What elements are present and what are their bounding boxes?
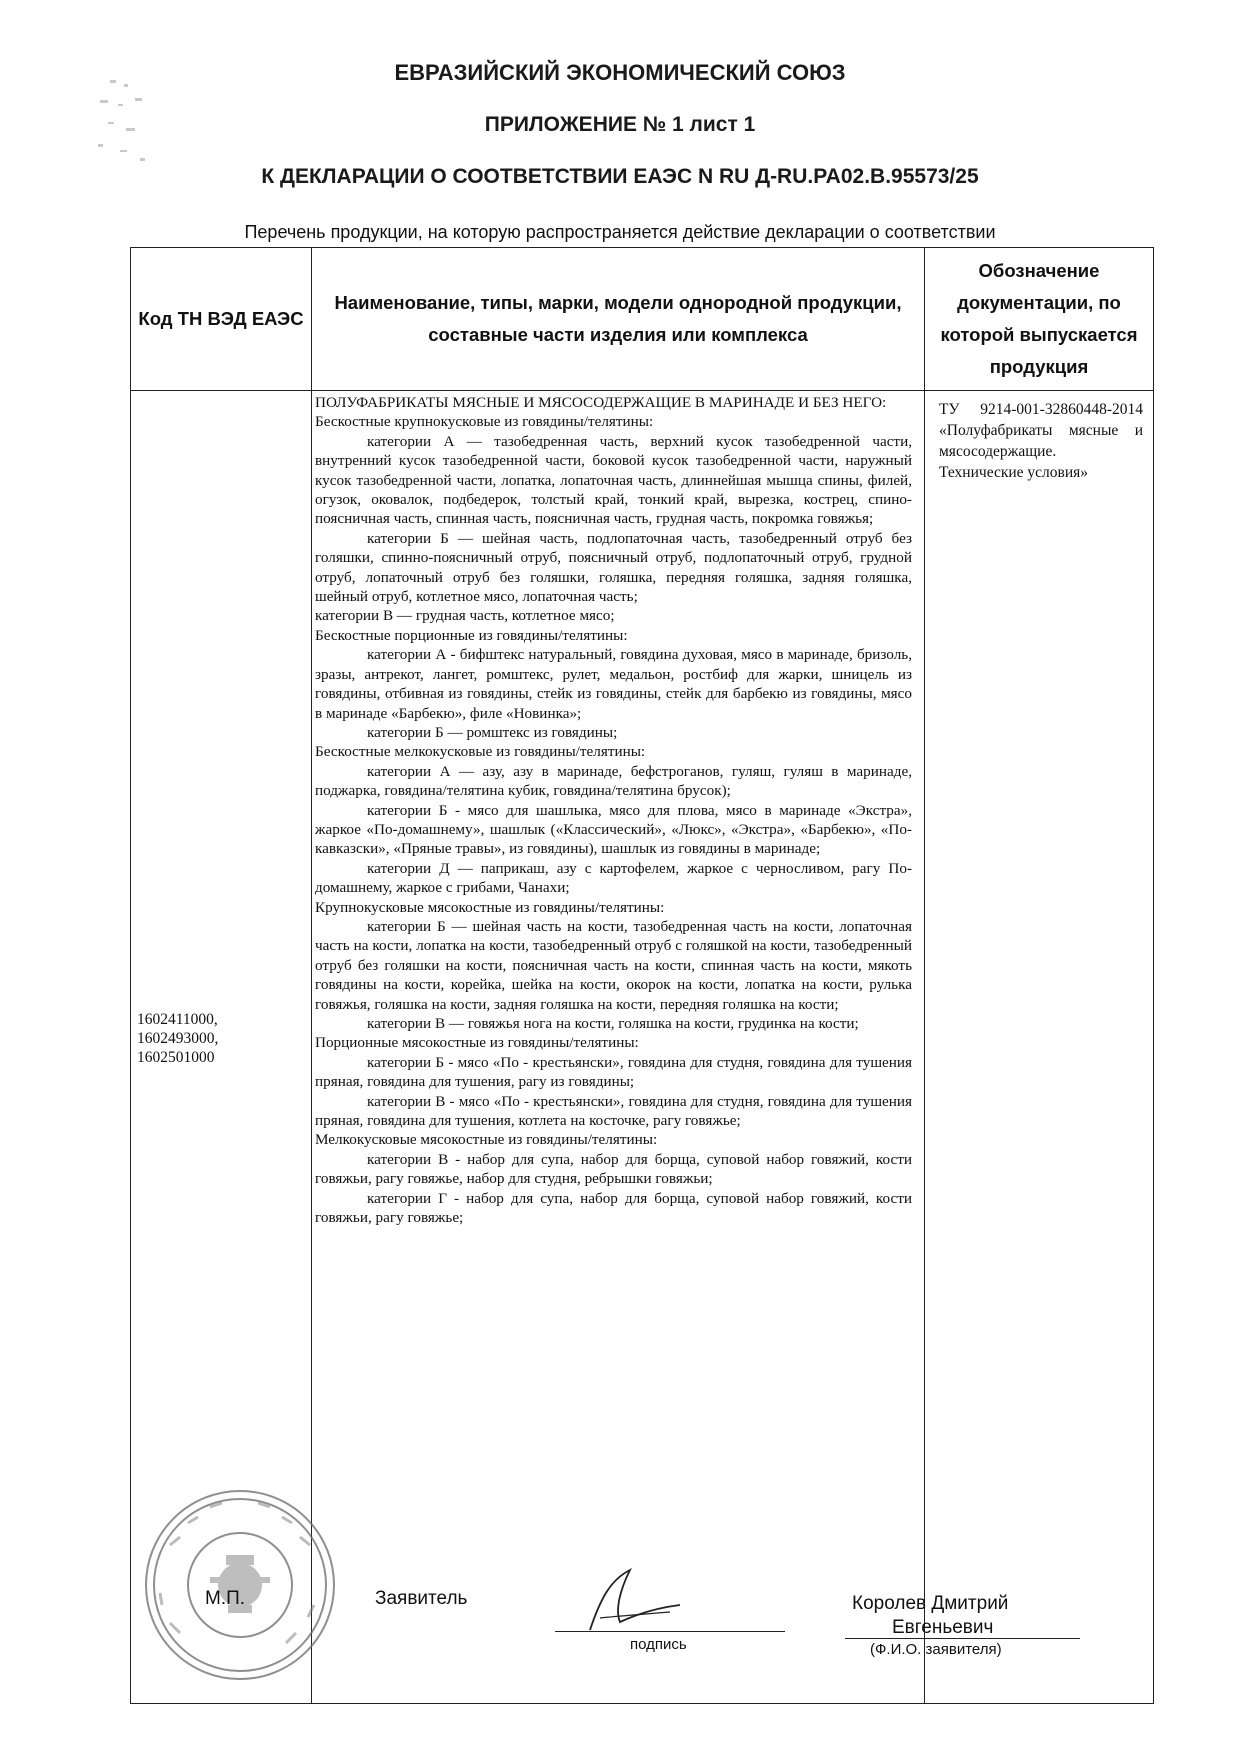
documentation-cell: [925, 391, 1154, 1704]
signature-label: подпись: [630, 1636, 687, 1653]
signature-line: [555, 1631, 785, 1632]
applicant-name-line1: Королев Дмитрий: [852, 1593, 1009, 1614]
description-paragraph: категории Б — шейная часть, подлопаточная часть, тазобедренный отруб без голяшки, спинно-поясничный отруб, поясничный отруб, подлопаточный отруб, грудной отруб, лопаточный отруб без голяшки, голяшка, передняя голяшка, задняя голяшка, шейный отруб, котлетное мясо, лопаточная часть;: [315, 529, 912, 606]
code-item: 1602493000,: [137, 1029, 219, 1047]
description-paragraph: категории Б - мясо «По - крестьянски», говядина для студня, говядина для тушения пряная, говядина для тушения, рагу из говядины;: [315, 1053, 912, 1091]
description-paragraph: категории Б — шейная часть на кости, тазобедренная часть на кости, лопаточная часть на кости, лопатка на кости, тазобедренный отруб с голяшкой на кости, тазобедренный отруб без голяшки на кости, поясничная часть на кости, спинная часть на кости, мякоть говядины на кости, корейка, шейка на кости, окорок на кости, лопатка на кости, рулька говяжья, голяшка на кости, задняя голяшка на кости, передняя голяшка на кости;: [315, 917, 912, 1013]
column-header-name: Наименование, типы, марки, модели однородной продукции, составные части изделия или комплекса: [312, 248, 925, 391]
column-header-code: Код ТН ВЭД ЕАЭС: [131, 248, 312, 391]
intro-text: Перечень продукции, на которую распространяется действие декларации о соответствии: [244, 222, 996, 242]
description-paragraph: Бескостные мелкокусковые из говядины/телятины:: [315, 743, 646, 761]
applicant-signature: [560, 1560, 700, 1640]
description-paragraph: категории Б — ромштекс из говядины;: [367, 723, 618, 741]
description-paragraph: ПОЛУФАБРИКАТЫ МЯСНЫЕ И МЯСОСОДЕРЖАЩИЕ В МАРИНАДЕ И БЕЗ НЕГО:: [315, 394, 887, 411]
description-paragraph: категории А — тазобедренная часть, верхний кусок тазобедренной части, внутренний кусок тазобедренной части, боковой кусок тазобедренной части, наружный кусок тазобедренной части, лопатка, лопаточная часть, длиннейшая мышца спины, филей, огузок, оковалок, подбедерок, толстый край, тонкий край, вырезка, кострец, спино-поясничная часть, спинная часть, поясничная часть, грудная часть, покромка говяжья;: [315, 432, 912, 528]
union-title: ЕВРАЗИЙСКИЙ ЭКОНОМИЧЕСКИЙ СОЮЗ: [394, 60, 846, 85]
applicant-name-line2: Евгеньевич: [892, 1617, 994, 1638]
documentation-text: ТУ 9214-001-32860448-2014 «Полуфабрикаты мясные и мясосодержащие. Технические условия»: [939, 401, 1143, 481]
stamp-place-label: М.П.: [205, 1588, 246, 1609]
description-paragraph: Крупнокусковые мясокостные из говядины/телятины:: [315, 898, 665, 916]
description-paragraph: категории В - мясо «По - крестьянски», говядина для студня, говядина для тушения пряная, говядина для тушения, котлета на косточке, рагу говяжье;: [315, 1092, 912, 1130]
description-cell: [312, 391, 925, 1704]
name-label: (Ф.И.О. заявителя): [870, 1641, 1002, 1658]
company-seal: [140, 1485, 340, 1685]
description-paragraph: Порционные мясокостные из говядины/телятины:: [315, 1034, 639, 1052]
column-header-docs: Обозначение документации, по которой выпускается продукция: [925, 248, 1154, 391]
applicant-label: Заявитель: [375, 1588, 468, 1609]
description-paragraph: Мелкокусковые мясокостные из говядины/телятины:: [315, 1131, 658, 1149]
description-paragraph: Бескостные крупнокусковые из говядины/телятины:: [315, 413, 654, 431]
description-paragraph: Бескостные порционные из говядины/телятины:: [315, 626, 628, 644]
description-paragraph: категории А - бифштекс натуральный, говядина духовая, мясо в маринаде, бризоль, зразы, антрекот, лангет, ромштекс, рулет, медальон, ростбиф для жарки, шницель из говядины, отбивная из говядины, стейк из говядины, стейк для барбекю из говядины, мясо в маринаде «Барбекю», филе «Новинка»;: [315, 646, 912, 722]
declaration-title: К ДЕКЛАРАЦИИ О СООТВЕТСТВИИ ЕАЭС N RU Д-RU.PA02.B.95573/25: [261, 165, 979, 188]
description-paragraph: категории В - набор для супа, набор для борща, суповой набор говяжий, кости говяжьи, рагу говяжье, набор для студня, ребрышки говяжьи;: [315, 1150, 912, 1188]
description-list: [315, 393, 912, 1227]
name-line: [845, 1638, 1080, 1639]
description-paragraph: категории А — азу, азу в маринаде, бефстроганов, гуляш, гуляш в маринаде, поджарка, говядина/телятина кубик, говядина/телятина брусок);: [315, 762, 912, 800]
description-paragraph: категории В — говяжья нога на кости, голяшка на кости, грудинка на кости;: [367, 1015, 859, 1032]
appendix-title: ПРИЛОЖЕНИЕ № 1 лист 1: [484, 113, 756, 136]
description-paragraph: категории В — грудная часть, котлетное мясо;: [315, 607, 615, 625]
code-item: 1602501000: [137, 1048, 215, 1066]
code-item: 1602411000,: [137, 1010, 218, 1028]
description-paragraph: категории Д — паприкаш, азу с картофелем, жаркое с черносливом, рагу По-домашнему, жаркое с грибами, Чанахи;: [315, 859, 912, 897]
table-header-row: [131, 248, 1154, 391]
description-paragraph: категории Г - набор для супа, набор для борща, суповой набор говяжий, кости говяжьи, рагу говяжье;: [315, 1189, 912, 1227]
description-paragraph: категории Б - мясо для шашлыка, мясо для плова, мясо в маринаде «Экстра», жаркое «По-домашнему», шашлык («Классический», «Люкс», «Экстра», «Барбекю», «По-кавказски», «Пряные травы», из говядины), шашлык из говядины в маринаде;: [315, 801, 912, 858]
